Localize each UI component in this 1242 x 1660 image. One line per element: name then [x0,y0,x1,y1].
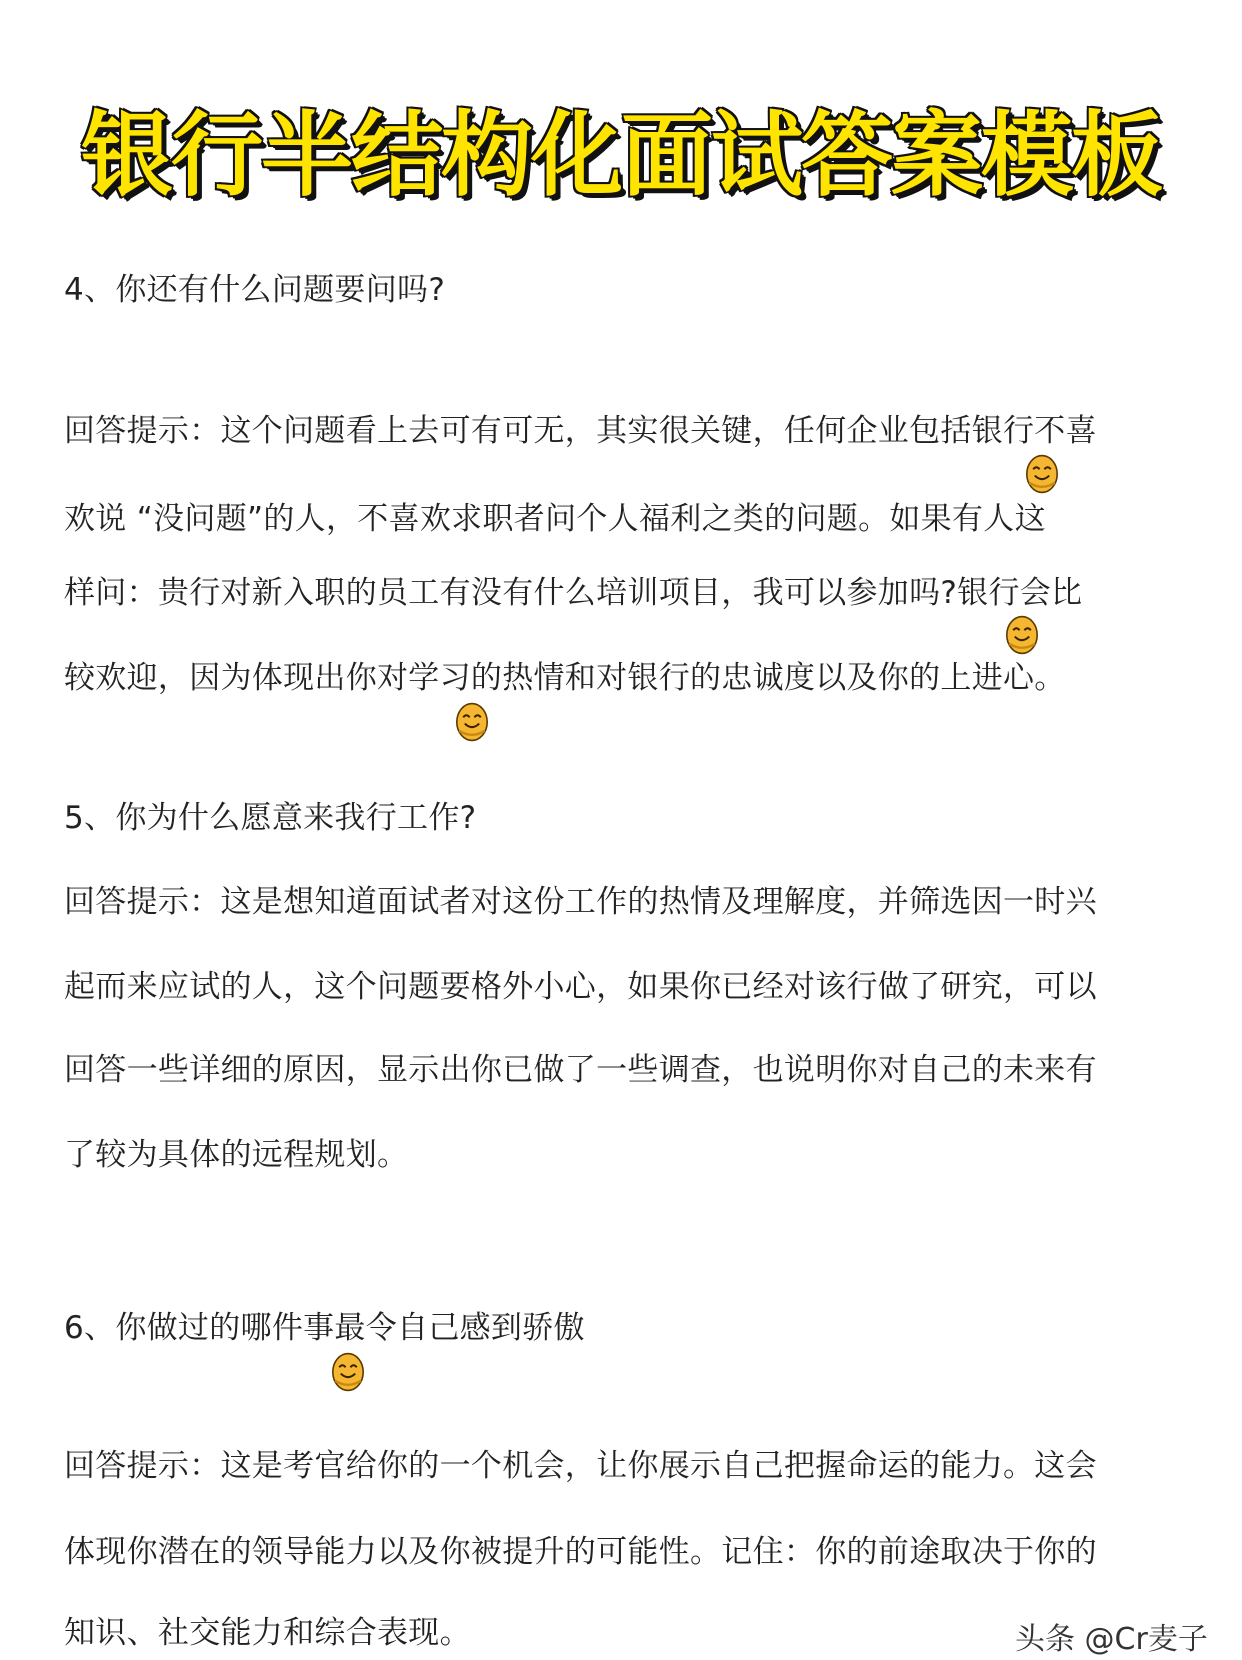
answer-6-line-1: 回答提示：这是考官给你的一个机会，让你展示自己把握命运的能力。这会 [64,1448,1097,1484]
hugging-face-emoji-icon [330,1352,366,1392]
answer-4-line-2: 欢说 “没问题”的人，不喜欢求职者问个人福利之类的问题。如果有人这 [64,501,1046,537]
watermark: 头条 @Cr麦子 [1015,1622,1208,1657]
answer-6-line-2: 体现你潜在的领导能力以及你被提升的可能性。记住：你的前途取决于你的 [64,1534,1097,1570]
answer-4-line-4: 较欢迎，因为体现出你对学习的热情和对银行的忠诚度以及你的上进心。 [64,660,1066,696]
hugging-face-emoji-icon [1004,615,1040,655]
answer-4-line-1: 回答提示：这个问题看上去可有可无，其实很关键，任何企业包括银行不喜 [64,413,1097,449]
question-6: 6、你做过的哪件事最令自己感到骄傲 [64,1310,585,1346]
answer-4-line-3: 样问：贵行对新入职的员工有没有什么培训项目，我可以参加吗?银行会比 [64,575,1083,611]
answer-5-line-2: 起而来应试的人，这个问题要格外小心，如果你已经对该行做了研究，可以 [64,969,1097,1005]
question-5: 5、你为什么愿意来我行工作? [64,800,477,836]
answer-5-line-3: 回答一些详细的原因，显示出你已做了一些调查，也说明你对自己的未来有 [64,1052,1097,1088]
question-4: 4、你还有什么问题要问吗? [64,272,446,308]
page-title: 银行半结构化面试答案模板 [80,102,1161,209]
answer-5-line-4: 了较为具体的远程规划。 [64,1137,409,1173]
answer-5-line-1: 回答提示：这是想知道面试者对这份工作的热情及理解度，并筛选因一时兴 [64,884,1097,920]
hugging-face-emoji-icon [1024,454,1060,494]
hugging-face-emoji-icon [454,702,490,742]
answer-6-line-3: 知识、社交能力和综合表现。 [64,1615,471,1651]
